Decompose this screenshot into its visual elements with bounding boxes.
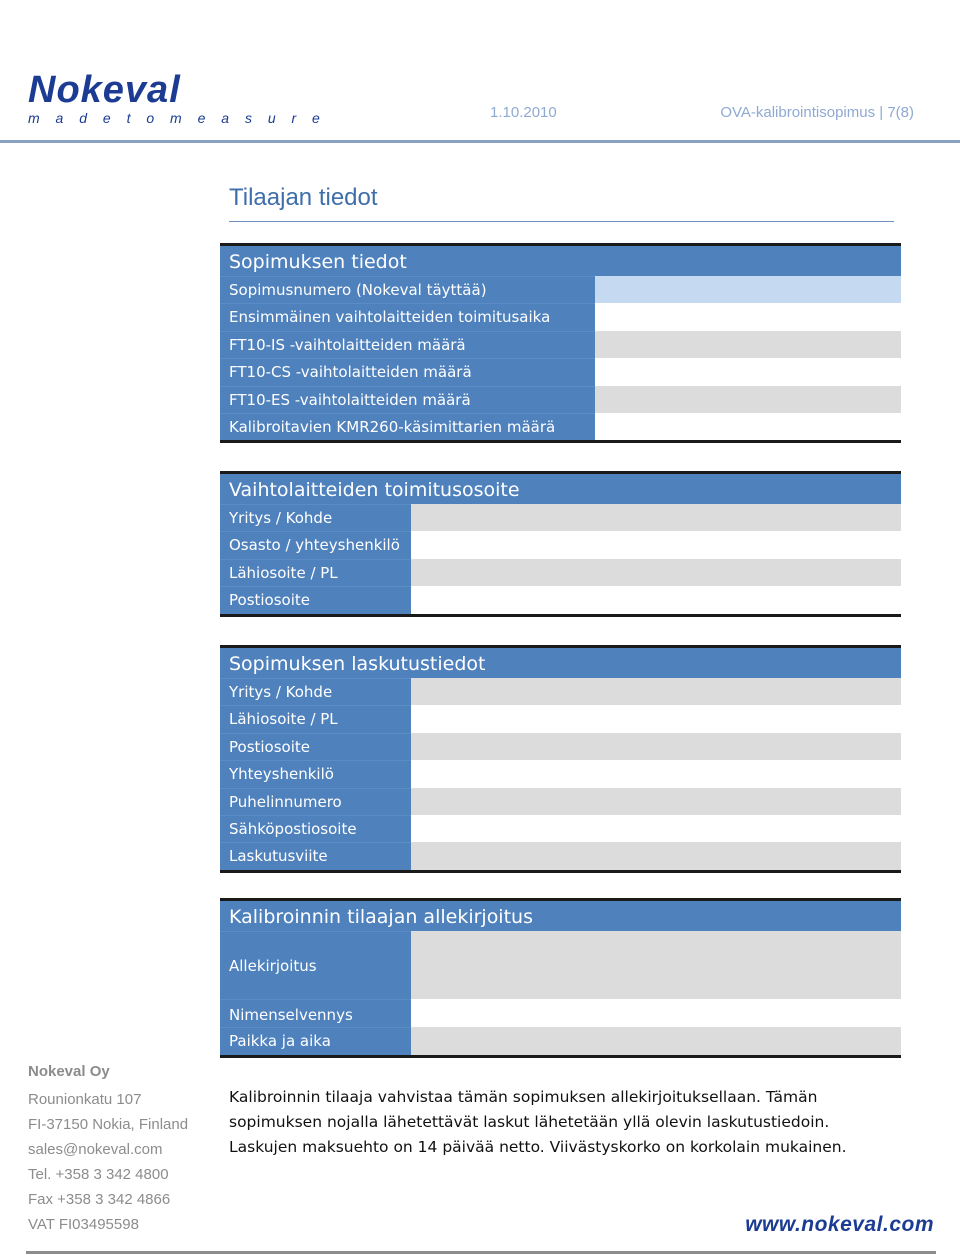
field-label: FT10-IS -vaihtolaitteiden määrä [220, 331, 595, 358]
field-label: Yhteyshenkilö [220, 760, 411, 787]
table-row [220, 331, 901, 358]
field-label: Yritys / Kohde [220, 504, 411, 531]
billing-info-title: Sopimuksen laskutustiedot [220, 645, 901, 678]
table-row [220, 586, 901, 613]
terms-paragraph: Kalibroinnin tilaaja vahvistaa tämän sopimuksen allekirjoituksellaan. Tämän sopimuksen nojalla lähetettävät laskut lähetetään yllä olevin laskutustiedoin. Laskujen maksuehto on 14 päivää netto. Viivästyskorko on korkolain mukainen. [229, 1088, 847, 1156]
field-label: Postiosoite [220, 586, 411, 613]
field-label: Ensimmäinen vaihtolaitteiden toimitusaika [220, 303, 595, 330]
logo-wordmark: Nokeval [28, 69, 181, 111]
field-label: Allekirjoitus [220, 931, 411, 999]
header-divider [0, 140, 960, 143]
field-label: Nimenselvennys [220, 999, 411, 1027]
vat-number: VAT FI03495598 [28, 1216, 139, 1233]
address-city: FI-37150 Nokia, Finland [28, 1116, 189, 1133]
field-label: Puhelinnumero [220, 788, 411, 815]
field-label: Postiosoite [220, 733, 411, 760]
name-clarification-field[interactable] [411, 999, 901, 1027]
page-title: Tilaajan tiedot [229, 184, 378, 211]
signature-title: Kalibroinnin tilaajan allekirjoitus [220, 898, 901, 931]
title-underline [229, 221, 894, 222]
company-address-block [28, 1063, 188, 1237]
table-row [220, 760, 901, 787]
signature-table [220, 898, 901, 1058]
billing-street-field[interactable] [411, 705, 901, 732]
first-delivery-time-field[interactable] [595, 303, 901, 330]
table-row [220, 559, 901, 586]
table-row [220, 842, 901, 869]
ft10-cs-count-field[interactable] [595, 358, 901, 385]
table-row [220, 815, 901, 842]
delivery-street-field[interactable] [411, 559, 901, 586]
nokeval-logo [28, 70, 326, 126]
contract-number-field[interactable] [595, 276, 901, 303]
header-date: 1.10.2010 [490, 104, 557, 121]
table-bottom-rule [220, 614, 901, 617]
header-document-title: OVA-kalibrointisopimus | 7(8) [720, 104, 914, 121]
billing-postal-field[interactable] [411, 733, 901, 760]
delivery-address-title: Vaihtolaitteiden toimitusosoite [220, 471, 901, 504]
field-label: FT10-CS -vaihtolaitteiden määrä [220, 358, 595, 385]
signature-field[interactable] [411, 931, 901, 999]
table-row [220, 1027, 901, 1055]
table-row [220, 705, 901, 732]
field-label: Lähiosoite / PL [220, 705, 411, 732]
billing-company-field[interactable] [411, 678, 901, 705]
billing-email-field[interactable] [411, 815, 901, 842]
billing-phone-field[interactable] [411, 788, 901, 815]
table-row [220, 788, 901, 815]
footer-divider [26, 1251, 936, 1254]
contact-fax: Fax +358 3 342 4866 [28, 1191, 171, 1208]
table-row [220, 386, 901, 413]
table-row [220, 303, 901, 330]
logo-tagline: m a d e t o m e a s u r e [28, 110, 326, 126]
field-label: Yritys / Kohde [220, 678, 411, 705]
contact-phone: Tel. +358 3 342 4800 [28, 1166, 169, 1183]
table-row [220, 276, 901, 303]
table-row [220, 931, 901, 999]
table-row [220, 504, 901, 531]
address-street: Rounionkatu 107 [28, 1091, 142, 1108]
field-label: Kalibroitavien KMR260-käsimittarien määrä [220, 413, 595, 440]
contract-info-table [220, 243, 901, 443]
field-label: Laskutusviite [220, 842, 411, 869]
field-label: FT10-ES -vaihtolaitteiden määrä [220, 386, 595, 413]
company-name: Nokeval Oy [28, 1063, 110, 1080]
field-label: Paikka ja aika [220, 1027, 411, 1055]
table-row [220, 733, 901, 760]
delivery-company-field[interactable] [411, 504, 901, 531]
contact-email: sales@nokeval.com [28, 1141, 163, 1158]
kmr260-count-field[interactable] [595, 413, 901, 440]
ft10-es-count-field[interactable] [595, 386, 901, 413]
table-row [220, 678, 901, 705]
website-link[interactable]: www.nokeval.com [745, 1213, 934, 1236]
delivery-department-field[interactable] [411, 531, 901, 558]
place-and-date-field[interactable] [411, 1027, 901, 1055]
billing-info-table [220, 645, 901, 873]
field-label: Sopimusnumero (Nokeval täyttää) [220, 276, 595, 303]
delivery-postal-field[interactable] [411, 586, 901, 613]
billing-contact-field[interactable] [411, 760, 901, 787]
field-label: Osasto / yhteyshenkilö [220, 531, 411, 558]
table-row [220, 531, 901, 558]
table-bottom-rule [220, 1055, 901, 1058]
field-label: Lähiosoite / PL [220, 559, 411, 586]
delivery-address-table [220, 471, 901, 617]
billing-reference-field[interactable] [411, 842, 901, 869]
field-label: Sähköpostiosoite [220, 815, 411, 842]
ft10-is-count-field[interactable] [595, 331, 901, 358]
table-row [220, 999, 901, 1027]
table-row [220, 358, 901, 385]
table-row [220, 413, 901, 440]
contract-info-title: Sopimuksen tiedot [220, 243, 901, 276]
